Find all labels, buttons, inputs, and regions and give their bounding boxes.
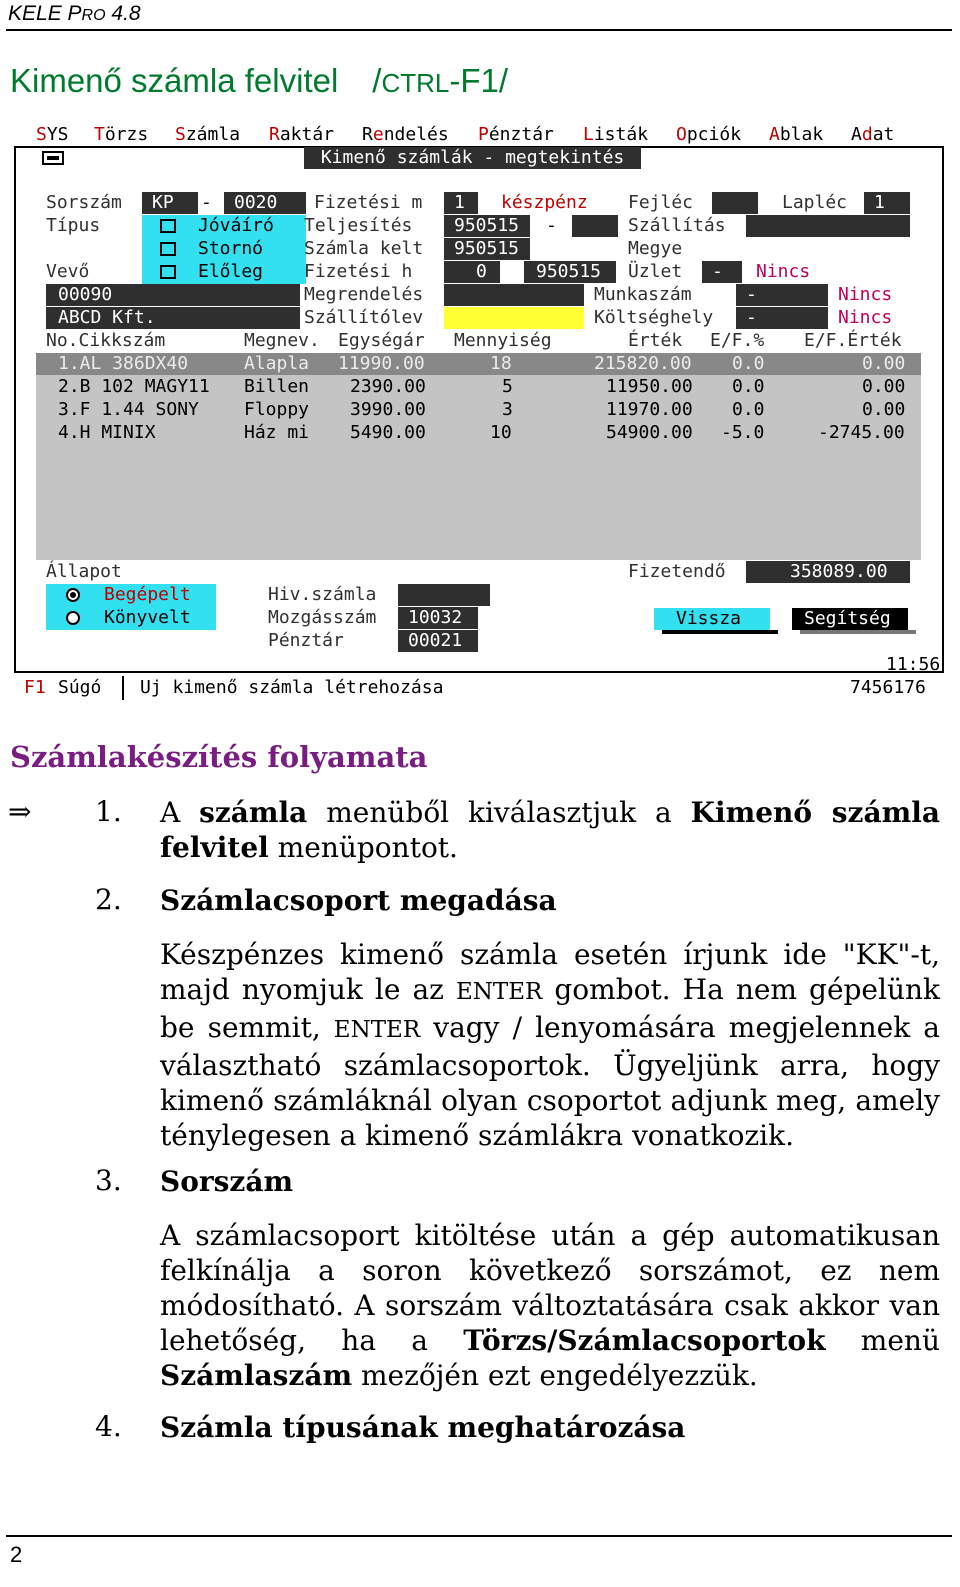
- label-szallitolev: Szállítólev: [304, 307, 424, 328]
- col-header-megnev: Megnev.: [244, 330, 320, 351]
- col-header-cikkszam: No.Cikkszám: [46, 330, 166, 351]
- vissza-button[interactable]: Vissza: [654, 608, 770, 630]
- field-mozgasszam[interactable]: 10032: [398, 607, 478, 629]
- cell-megnev: Ház mi: [244, 422, 310, 443]
- label-koltseghely: Költséghely: [594, 307, 714, 328]
- uzlet-value: Nincs: [756, 261, 811, 282]
- cell-cikkszam: 3.F 1.44 SONY: [58, 399, 199, 420]
- field-csoport[interactable]: KP: [142, 192, 198, 214]
- step-3-text: A számlacsoport kitöltése után a gép automatikusan felkínálja a soron következő sorszámot, ez nem módosítható. A sorszám változtatására csak akkor van lehetőség, ha a Törzs/Számlacsoportok menü Számlaszám mezőjén ezt engedélyezzük.: [160, 1219, 940, 1392]
- field-munkaszam[interactable]: -: [736, 284, 828, 306]
- telj-dash: -: [546, 215, 557, 236]
- dos-screen: [14, 124, 946, 698]
- list-number: 2.: [95, 883, 122, 916]
- step-1-text: A számla menüből kiválasztjuk a Kimenő számla felvitel menüpontot.: [160, 796, 940, 864]
- cell-cikkszam: 1.AL 386DX40: [58, 353, 189, 374]
- cell-ertek: 11970.00: [606, 399, 693, 420]
- segitseg-button-shadow: [800, 630, 916, 634]
- cell-megnev: Floppy: [244, 399, 310, 420]
- type-storno-label: Stornó: [198, 238, 264, 259]
- munkaszam-value: Nincs: [838, 284, 893, 305]
- field-fizh-date[interactable]: 950515: [524, 261, 616, 283]
- label-megrendeles: Megrendelés: [304, 284, 424, 305]
- type-jovairo-label: Jóváíró: [198, 215, 274, 236]
- menu-item-rendeles[interactable]: Rendelés: [362, 124, 449, 145]
- cell-megnev: Alapla: [244, 353, 310, 374]
- cell-egysegar: 3990.00: [350, 399, 426, 420]
- label-hiv-szamla: Hiv.számla: [268, 584, 377, 605]
- cell-egysegar: 2390.00: [350, 376, 426, 397]
- field-fizh-days[interactable]: 0: [444, 261, 500, 283]
- menu-item-adat[interactable]: Adat: [851, 124, 895, 145]
- label-fizetesi-h: Fizetési h: [304, 261, 413, 282]
- type-eloleg-label: Előleg: [198, 261, 264, 282]
- menu-item-torzs[interactable]: Törzs: [94, 124, 149, 145]
- cell-cikkszam: 4.H MINIX: [58, 422, 156, 443]
- cell-ef-ertek: -2745.00: [818, 422, 905, 443]
- running-header: KELE PRO 4.8: [8, 2, 141, 25]
- label-uzlet: Üzlet: [628, 261, 683, 282]
- label-vevo: Vevő: [46, 261, 90, 282]
- list-number: 4.: [95, 1410, 122, 1443]
- cell-cikkszam: 2.B 102 MAGY11: [58, 376, 210, 397]
- field-vevo-nev[interactable]: ABCD Kft.: [46, 307, 300, 329]
- section-title: Számlakészítés folyamata: [10, 740, 428, 774]
- sep-dash: -: [201, 192, 212, 213]
- cell-ef-ertek: 0.00: [862, 376, 906, 397]
- cell-ef-pct: -5.0: [721, 422, 765, 443]
- cell-ertek: 54900.00: [606, 422, 693, 443]
- label-munkaszam: Munkaszám: [594, 284, 692, 305]
- status-begepelt-label: Begépelt: [104, 584, 191, 605]
- field-telj-end[interactable]: [572, 215, 618, 237]
- radio-konyvelt[interactable]: [66, 611, 80, 625]
- window-title: Kimenő számlák - megtekintés: [304, 147, 641, 169]
- menu-item-opciok[interactable]: Opciók: [676, 124, 742, 145]
- field-uzlet[interactable]: -: [702, 261, 742, 283]
- field-fejlec[interactable]: [712, 192, 758, 214]
- label-allapot: Állapot: [46, 561, 122, 582]
- cell-megnev: Billen: [244, 376, 310, 397]
- step-4-title: Számla típusának meghatározása: [160, 1411, 686, 1444]
- f1-key[interactable]: F1: [24, 677, 46, 698]
- col-header-ef-ertek: E/F.Érték: [804, 330, 902, 351]
- menu-item-listak[interactable]: Listák: [583, 124, 649, 145]
- field-sorszam[interactable]: 0020: [224, 192, 306, 214]
- cell-egysegar: 11990.00: [338, 353, 425, 374]
- checkbox-jovairo[interactable]: [160, 219, 176, 233]
- label-penztar: Pénztár: [268, 630, 344, 651]
- field-vevo-kod[interactable]: 00090: [46, 284, 300, 306]
- label-tipus: Típus: [46, 215, 101, 236]
- list-number: 3.: [95, 1164, 122, 1197]
- menu-item-penztar[interactable]: Pénztár: [478, 124, 554, 145]
- field-koltseghely[interactable]: -: [736, 307, 828, 329]
- field-kelt[interactable]: 950515: [444, 238, 530, 260]
- label-fejlec: Fejléc: [628, 192, 694, 213]
- cell-mennyiseg: 5: [502, 376, 513, 397]
- field-hiv-szamla[interactable]: [398, 584, 490, 606]
- label-mozgasszam: Mozgásszám: [268, 607, 377, 628]
- footer-rule: [6, 1535, 952, 1537]
- header-rule: [6, 29, 952, 31]
- label-teljesites: Teljesítés: [304, 215, 413, 236]
- menu-item-raktar[interactable]: Raktár: [269, 124, 335, 145]
- vissza-button-shadow: [662, 630, 778, 634]
- menu-item-szamla[interactable]: Számla: [175, 124, 241, 145]
- cell-mennyiseg: 10: [490, 422, 512, 443]
- label-lapl: Lapléc: [782, 192, 848, 213]
- field-lapl[interactable]: 1: [864, 192, 910, 214]
- field-szallitas[interactable]: [746, 215, 910, 237]
- help-label[interactable]: Súgó: [58, 677, 102, 698]
- window-close-icon[interactable]: [42, 151, 64, 165]
- field-megrendeles[interactable]: [444, 284, 584, 306]
- cell-ef-pct: 0.0: [732, 399, 765, 420]
- status-message: Uj kimenő számla létrehozása: [140, 677, 444, 698]
- cell-ertek: 11950.00: [606, 376, 693, 397]
- arrow-icon: ⇒: [8, 795, 32, 828]
- shortcut-label: /CTRL-F1/: [372, 62, 509, 99]
- label-fizetesi-m: Fizetési m: [314, 192, 423, 213]
- label-megye: Megye: [628, 238, 683, 259]
- menu-item-sys[interactable]: SYS: [36, 124, 69, 145]
- checkbox-storno[interactable]: [160, 242, 176, 256]
- checkbox-eloleg[interactable]: [160, 265, 176, 279]
- page-number: 2: [10, 1542, 23, 1567]
- field-teljesites[interactable]: 950515: [444, 215, 530, 237]
- cell-ef-ertek: 0.00: [862, 353, 906, 374]
- field-fizm-code[interactable]: 1: [444, 192, 478, 214]
- col-header-ertek: Érték: [628, 330, 683, 351]
- fizm-text: készpénz: [501, 192, 588, 213]
- radio-begepelt[interactable]: [66, 588, 80, 602]
- page-title: Kimenő számla felvitel /CTRL-F1/: [10, 62, 509, 99]
- step-2-title: Számlacsoport megadása: [160, 884, 557, 917]
- cell-ertek: 215820.00: [594, 353, 692, 374]
- cell-ef-pct: 0.0: [732, 376, 765, 397]
- menu-item-ablak[interactable]: Ablak: [769, 124, 824, 145]
- label-szamla-kelt: Számla kelt: [304, 238, 424, 259]
- status-code: 7456176: [850, 677, 926, 698]
- col-header-mennyiseg: Mennyiség: [454, 330, 552, 351]
- col-header-egysegar: Egységár: [338, 330, 425, 351]
- field-fizetendo: 358089.00: [746, 561, 910, 583]
- label-fizetendo: Fizetendő: [628, 561, 726, 582]
- field-penztar[interactable]: 00021: [398, 630, 478, 652]
- list-number: 1.: [95, 795, 122, 828]
- cell-egysegar: 5490.00: [350, 422, 426, 443]
- step-2-text: Készpénzes kimenő számla esetén írjunk ide "KK"-t, majd nyomjuk le az ENTER gombot. Ha nem gépelünk be semmit, ENTER vagy / lenyomására megjelennek a választható számlacsoportok. Ügyeljünk arra, hogy kimenő számláknál olyan csoportot adjunk meg, amely ténylegesen a kimenő számlákra vonatkozik.: [160, 938, 940, 1152]
- koltseghely-value: Nincs: [838, 307, 893, 328]
- cell-mennyiseg: 3: [502, 399, 513, 420]
- status-konyvelt-label: Könyvelt: [104, 607, 191, 628]
- step-3-title: Sorszám: [160, 1165, 294, 1198]
- segitseg-button[interactable]: Segítség: [792, 608, 908, 630]
- clock: 11:56: [886, 654, 941, 675]
- label-szallitas: Szállítás: [628, 215, 726, 236]
- cell-ef-ertek: 0.00: [862, 399, 906, 420]
- cell-mennyiseg: 18: [490, 353, 512, 374]
- cell-ef-pct: 0.0: [732, 353, 765, 374]
- label-sorszam: Sorszám: [46, 192, 122, 213]
- field-szallitolev[interactable]: [444, 307, 584, 329]
- status-divider: [122, 676, 124, 700]
- col-header-ef-pct: E/F.%: [710, 330, 765, 351]
